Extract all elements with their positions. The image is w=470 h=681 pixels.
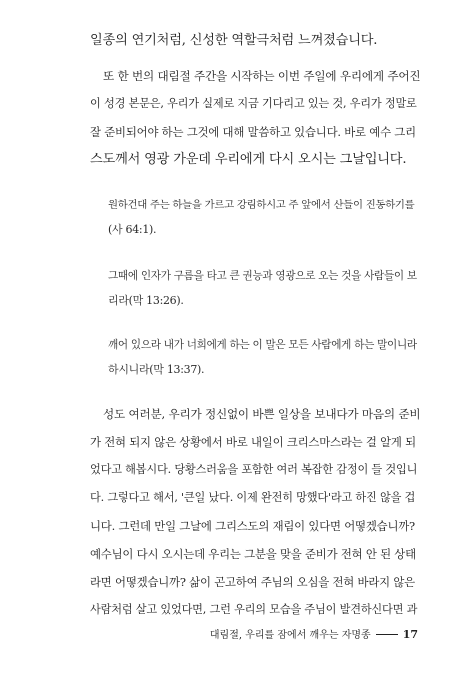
scripture-quote-line: 그때에 인자가 구름을 타고 큰 권능과 영광으로 오는 것을 사람들이 보 bbox=[108, 270, 417, 282]
body-line: 이 성경 본문은, 우리가 실제로 지금 기다리고 있는 것, 우리가 정말로 bbox=[90, 97, 417, 110]
body-line: 니다. 그런데 만일 그날에 그리스도의 재림이 있다면 어떻겠습니까? bbox=[90, 519, 415, 533]
scripture-quote-line: 리라(막 13:26). bbox=[108, 294, 184, 307]
body-line: 잘 준비되어야 하는 그것에 대해 말씀하고 있습니다. 바로 예수 그리 bbox=[90, 125, 416, 139]
scripture-quote-line: (사 64:1). bbox=[108, 223, 157, 236]
page-number: 17 bbox=[402, 628, 418, 641]
body-line: 가 전혀 되지 않은 상황에서 바로 내일이 크리스마스라는 걸 알게 되 bbox=[90, 435, 416, 449]
body-line: 성도 여러분, 우리가 정신없이 바쁜 일상을 보내다가 마음의 준비 bbox=[103, 407, 421, 421]
footer-rule bbox=[376, 634, 398, 635]
body-line: 사람처럼 살고 있었다면, 그런 우리의 모습을 주님이 발견하신다면 과 bbox=[90, 603, 418, 616]
body-line: 스도께서 영광 가운데 우리에게 다시 오시는 그날입니다. bbox=[90, 152, 407, 167]
body-line: 다. 그렇다고 해서, '큰일 났다. 이제 완전히 망했다'라고 하진 않을 겁 bbox=[90, 491, 416, 504]
page-footer bbox=[210, 626, 418, 641]
body-line: 라면 어떻겠습니까? 삶이 곤고하여 주님의 오심을 전혀 바라지 않은 bbox=[90, 575, 415, 589]
body-line: 일종의 연기처럼, 신성한 역할극처럼 느껴졌습니다. bbox=[90, 33, 378, 48]
body-line: 또 한 번의 대림절 주간을 시작하는 이번 주일에 우리에게 주어진 bbox=[103, 69, 421, 83]
body-line: 예수님이 다시 오시는데 우리는 그분을 맞을 준비가 전혀 안 된 상태 bbox=[90, 547, 416, 561]
scripture-quote-line: 깨어 있으라 내가 너희에게 하는 이 말은 모든 사람에게 하는 말이니라 bbox=[108, 339, 417, 351]
body-line: 었다고 해봅시다. 당황스러움을 포함한 여러 복잡한 감정이 들 것입니 bbox=[90, 463, 418, 476]
running-title: 대림절, 우리를 잠에서 깨우는 자명종 bbox=[209, 630, 371, 641]
scripture-quote-line: 하시니라(막 13:37). bbox=[108, 363, 205, 376]
scripture-quote-line: 원하건대 주는 하늘을 가르고 강림하시고 주 앞에서 산들이 진동하기를 bbox=[108, 199, 415, 211]
